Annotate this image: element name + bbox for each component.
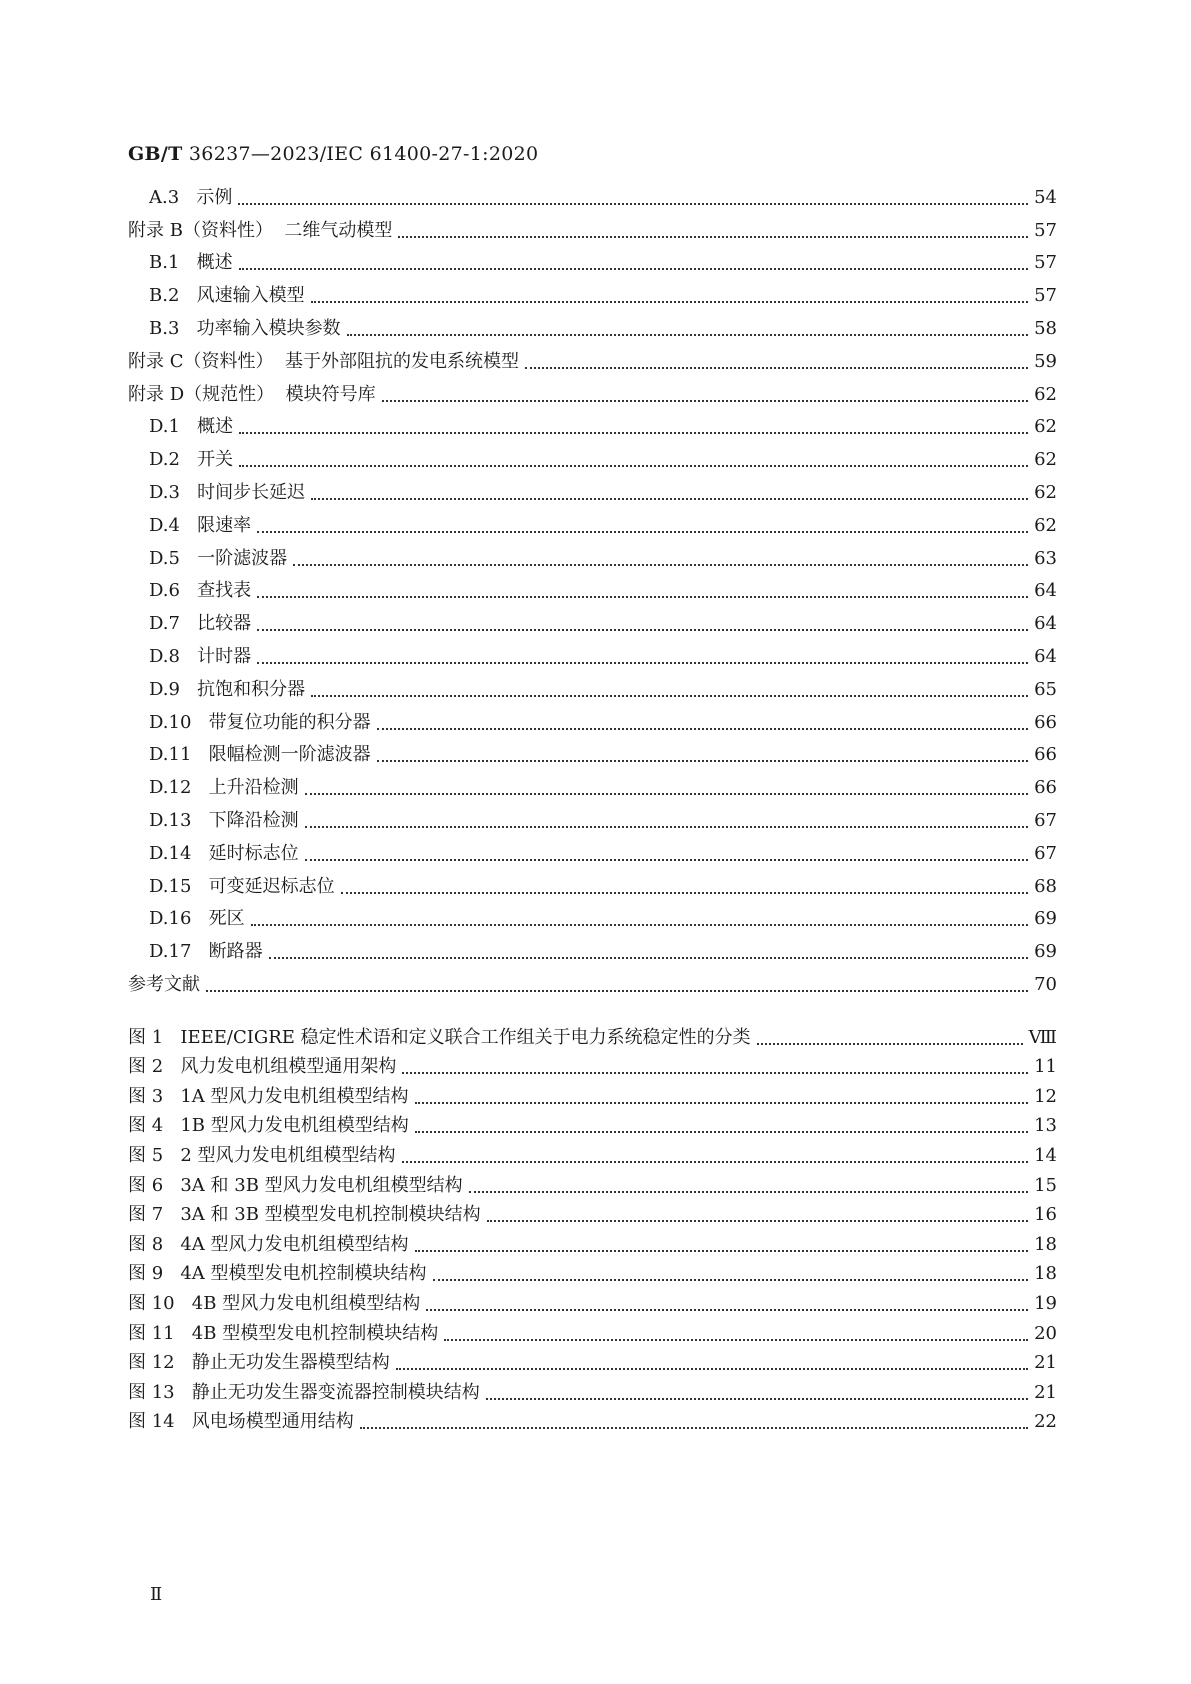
toc-entry-number: D.13 bbox=[149, 809, 192, 831]
toc-entry-number: D.17 bbox=[149, 941, 192, 963]
dot-leader bbox=[305, 793, 1029, 795]
toc-entry[interactable] bbox=[128, 963, 1057, 996]
dot-leader bbox=[206, 990, 1028, 992]
toc-entry-title: 断路器 bbox=[191, 941, 263, 963]
toc-entry-title: 下降沿检测 bbox=[191, 809, 299, 831]
toc-entry-page: 65 bbox=[1034, 678, 1057, 700]
dot-leader bbox=[377, 760, 1029, 762]
dot-leader bbox=[486, 1398, 1028, 1400]
toc-entry[interactable] bbox=[128, 799, 1057, 832]
dot-leader bbox=[402, 1161, 1029, 1163]
dot-leader bbox=[257, 629, 1028, 631]
document-header bbox=[128, 143, 538, 165]
toc-entry-number: D.2 bbox=[149, 449, 180, 471]
toc-entry-number: D.16 bbox=[149, 908, 192, 930]
figure-toc-entry[interactable] bbox=[128, 1078, 1057, 1108]
toc-entry-page: 62 bbox=[1034, 383, 1057, 405]
toc-entry-page: 67 bbox=[1034, 809, 1057, 831]
toc-entry[interactable] bbox=[128, 537, 1057, 570]
figure-toc-entry[interactable] bbox=[128, 1108, 1057, 1138]
toc-entry-page: 67 bbox=[1034, 842, 1057, 864]
dot-leader bbox=[525, 367, 1028, 369]
figure-toc-entry-page: 13 bbox=[1034, 1115, 1057, 1137]
toc-entry-number: D.7 bbox=[149, 613, 180, 635]
figure-toc-entry-number: 图 1 bbox=[128, 1026, 164, 1048]
figure-toc-entry-number: 图 8 bbox=[128, 1233, 164, 1255]
figure-toc-entry-title: IEEE/CIGRE 稳定性术语和定义联合工作组关于电力系统稳定性的分类 bbox=[163, 1026, 751, 1048]
toc-entry-number: B.2 bbox=[149, 285, 180, 307]
toc-entry-title: 一阶滤波器 bbox=[179, 547, 288, 569]
toc-entry[interactable] bbox=[128, 898, 1057, 931]
dot-leader bbox=[311, 695, 1028, 697]
figure-toc-entry-number: 图 5 bbox=[128, 1144, 164, 1166]
figure-toc-entry-page: 11 bbox=[1034, 1056, 1057, 1078]
toc-entry-title: 基于外部阻抗的发电系统模型 bbox=[273, 350, 519, 372]
figure-toc-entry-number: 图 6 bbox=[128, 1174, 164, 1196]
figure-toc-entry[interactable] bbox=[128, 1167, 1057, 1197]
dot-leader bbox=[257, 531, 1028, 533]
figure-toc-entry-number: 图 14 bbox=[128, 1411, 175, 1433]
toc-entry-page: 66 bbox=[1034, 744, 1057, 766]
toc-entry[interactable] bbox=[128, 176, 1057, 209]
toc-entry-page: 66 bbox=[1034, 777, 1057, 799]
toc-entry-number: D.8 bbox=[149, 645, 180, 667]
toc-entry-title: 示例 bbox=[179, 186, 233, 208]
toc-entry[interactable] bbox=[128, 373, 1057, 406]
dot-leader bbox=[444, 1339, 1028, 1341]
standard-code: GB/T bbox=[128, 143, 183, 165]
figure-toc-entry-page: 19 bbox=[1034, 1292, 1057, 1314]
toc-entry[interactable] bbox=[128, 438, 1057, 471]
figure-toc-entry[interactable] bbox=[128, 1019, 1057, 1049]
figure-toc-entry-page: 14 bbox=[1034, 1144, 1057, 1166]
toc-entry[interactable] bbox=[128, 766, 1057, 799]
toc-entry[interactable] bbox=[128, 930, 1057, 963]
toc-entry[interactable] bbox=[128, 471, 1057, 504]
dot-leader bbox=[415, 1102, 1029, 1104]
standard-number: 36237—2023/IEC 61400-27-1:2020 bbox=[188, 143, 539, 165]
toc-entry-title: 模块符号库 bbox=[274, 383, 376, 405]
figure-toc-entry-number: 图 11 bbox=[128, 1322, 175, 1344]
dot-leader bbox=[239, 465, 1028, 467]
toc-entry-page: 64 bbox=[1034, 580, 1057, 602]
toc-entry-number: A.3 bbox=[149, 186, 180, 208]
figure-toc-entry[interactable] bbox=[128, 1137, 1057, 1167]
toc-entry-page: 57 bbox=[1034, 252, 1057, 274]
toc-entry-page: 62 bbox=[1034, 481, 1057, 503]
figure-toc-entry-page: 15 bbox=[1034, 1174, 1057, 1196]
figure-toc-entry-title: 4A 型风力发电机组模型结构 bbox=[163, 1233, 409, 1255]
toc-entry-number: 附录 D（规范性） bbox=[128, 383, 275, 405]
figure-toc-entry[interactable] bbox=[128, 1374, 1057, 1404]
toc-entry-number: 附录 C（资料性） bbox=[128, 350, 274, 372]
toc-entry-title: 上升沿检测 bbox=[191, 777, 299, 799]
figure-toc-entry-page: 18 bbox=[1034, 1233, 1057, 1255]
page-number: Ⅱ bbox=[150, 1584, 163, 1605]
toc-entry-page: 58 bbox=[1034, 317, 1057, 339]
toc-entry-page: 66 bbox=[1034, 711, 1057, 733]
figure-toc-entry[interactable] bbox=[128, 1285, 1057, 1315]
dot-leader bbox=[402, 1072, 1028, 1074]
toc-entry-title: 限速率 bbox=[179, 514, 252, 536]
figure-toc-entry-number: 图 9 bbox=[128, 1263, 164, 1285]
dot-leader bbox=[341, 892, 1029, 894]
toc-entry-page: 62 bbox=[1034, 449, 1057, 471]
toc-entry[interactable] bbox=[128, 242, 1057, 275]
figure-toc-entry-page: 22 bbox=[1034, 1411, 1057, 1433]
figure-toc-entry[interactable] bbox=[128, 1404, 1057, 1434]
dot-leader bbox=[396, 1368, 1028, 1370]
figure-toc-entry[interactable] bbox=[128, 1345, 1057, 1375]
toc-entry[interactable] bbox=[128, 504, 1057, 537]
toc-entry-title: 抗饱和积分器 bbox=[179, 678, 306, 700]
figure-toc-entry[interactable] bbox=[128, 1315, 1057, 1345]
figure-toc-entry-number: 图 10 bbox=[128, 1292, 175, 1314]
toc-entry[interactable] bbox=[128, 635, 1057, 668]
dot-leader bbox=[382, 400, 1028, 402]
toc-entry-page: 64 bbox=[1034, 613, 1057, 635]
dot-leader bbox=[377, 728, 1029, 730]
figure-toc-entry-title: 3A 和 3B 型风力发电机组模型结构 bbox=[163, 1174, 463, 1196]
figure-toc-entry-title: 风力发电机组模型通用架构 bbox=[163, 1056, 397, 1078]
toc-entry-title: 概述 bbox=[179, 252, 233, 274]
toc-entry[interactable] bbox=[128, 734, 1057, 767]
toc-entry-title: 时间步长延迟 bbox=[179, 481, 306, 503]
figure-toc-entry-page: 21 bbox=[1034, 1381, 1057, 1403]
toc-entry-page: 59 bbox=[1034, 350, 1057, 372]
toc-entry-number: D.6 bbox=[149, 580, 180, 602]
dot-leader bbox=[487, 1220, 1028, 1222]
toc-entry-number: B.3 bbox=[149, 317, 180, 339]
dot-leader bbox=[239, 432, 1028, 434]
figure-toc-entry-page: Ⅷ bbox=[1028, 1026, 1057, 1048]
dot-leader bbox=[305, 859, 1029, 861]
dot-leader bbox=[311, 301, 1029, 303]
toc-entry[interactable] bbox=[128, 340, 1057, 373]
figure-toc-entry-page: 20 bbox=[1034, 1322, 1057, 1344]
dot-leader bbox=[360, 1427, 1028, 1429]
toc-entry[interactable] bbox=[128, 865, 1057, 898]
figure-toc-entry-title: 3A 和 3B 型模型发电机控制模块结构 bbox=[163, 1204, 481, 1226]
toc-entry-title: 死区 bbox=[191, 908, 245, 930]
toc-entry-title: 二维气动模型 bbox=[272, 219, 393, 241]
toc-entry-page: 69 bbox=[1034, 941, 1057, 963]
toc-entry-page: 69 bbox=[1034, 908, 1057, 930]
figure-toc-entry[interactable] bbox=[128, 1197, 1057, 1227]
toc-entry-number: D.5 bbox=[149, 547, 180, 569]
figure-toc-entry-page: 16 bbox=[1034, 1204, 1057, 1226]
toc-entry[interactable] bbox=[128, 209, 1057, 242]
toc-entry[interactable] bbox=[128, 668, 1057, 701]
dot-leader bbox=[305, 826, 1029, 828]
toc-entry-number: D.11 bbox=[149, 744, 192, 766]
dot-leader bbox=[257, 662, 1028, 664]
toc-entry-number: D.1 bbox=[149, 416, 180, 438]
toc-entry-title: 比较器 bbox=[179, 613, 252, 635]
dot-leader bbox=[347, 334, 1029, 336]
toc-entry-number: B.1 bbox=[149, 252, 180, 274]
toc-entry-title: 计时器 bbox=[179, 645, 252, 667]
toc-entry-page: 57 bbox=[1034, 285, 1057, 307]
figure-toc-entry-number: 图 4 bbox=[128, 1115, 164, 1137]
figure-toc-entry-page: 21 bbox=[1034, 1352, 1057, 1374]
figure-toc-entry-number: 图 13 bbox=[128, 1381, 175, 1403]
toc-entry-number: D.3 bbox=[149, 481, 180, 503]
figure-toc-entry-number: 图 12 bbox=[128, 1352, 175, 1374]
dot-leader bbox=[415, 1250, 1029, 1252]
toc-entry-number: D.9 bbox=[149, 678, 180, 700]
figure-toc-entry-title: 4B 型模型发电机控制模块结构 bbox=[174, 1322, 439, 1344]
figure-toc-entry-number: 图 2 bbox=[128, 1056, 164, 1078]
figure-toc-entry-title: 静止无功发生器模型结构 bbox=[174, 1352, 390, 1374]
figure-toc-entry-title: 4B 型风力发电机组模型结构 bbox=[174, 1292, 421, 1314]
toc-entry-number: 参考文献 bbox=[128, 973, 200, 995]
toc-entry-title: 概述 bbox=[179, 416, 234, 438]
toc-entry[interactable] bbox=[128, 570, 1057, 603]
figure-toc-entry-title: 风电场模型通用结构 bbox=[174, 1411, 354, 1433]
figure-toc-entry-title: 2 型风力发电机组模型结构 bbox=[163, 1144, 396, 1166]
dot-leader bbox=[415, 1131, 1028, 1133]
toc-entry-number: D.12 bbox=[149, 777, 192, 799]
toc-entry-title: 带复位功能的积分器 bbox=[191, 711, 371, 733]
toc-entry-number: D.4 bbox=[149, 514, 180, 536]
toc-entry[interactable] bbox=[128, 406, 1057, 439]
dot-leader bbox=[257, 596, 1028, 598]
dot-leader bbox=[757, 1043, 1023, 1045]
toc-entry-page: 57 bbox=[1034, 219, 1057, 241]
figure-toc-entry-number: 图 7 bbox=[128, 1204, 164, 1226]
toc-entry-page: 64 bbox=[1034, 645, 1057, 667]
toc-entry-number: D.14 bbox=[149, 842, 192, 864]
dot-leader bbox=[469, 1191, 1028, 1193]
toc-entry-page: 62 bbox=[1034, 416, 1057, 438]
toc-entry-title: 风速输入模型 bbox=[179, 285, 305, 307]
toc-entry-page: 63 bbox=[1034, 547, 1057, 569]
toc-entry-page: 54 bbox=[1034, 186, 1057, 208]
dot-leader bbox=[293, 564, 1028, 566]
dot-leader bbox=[251, 924, 1029, 926]
dot-leader bbox=[239, 268, 1029, 270]
figure-toc-entry[interactable] bbox=[128, 1256, 1057, 1286]
toc-entry-title: 限幅检测一阶滤波器 bbox=[191, 744, 371, 766]
figure-toc-entry-page: 12 bbox=[1034, 1085, 1057, 1107]
figure-toc-entry-number: 图 3 bbox=[128, 1085, 164, 1107]
toc-entry-page: 68 bbox=[1034, 875, 1057, 897]
dot-leader bbox=[433, 1279, 1029, 1281]
toc-entry[interactable] bbox=[128, 832, 1057, 865]
toc-entry-page: 70 bbox=[1034, 973, 1057, 995]
figure-toc-entry[interactable] bbox=[128, 1226, 1057, 1256]
figure-toc-entry-title: 1A 型风力发电机组模型结构 bbox=[163, 1085, 409, 1107]
figure-toc-entry[interactable] bbox=[128, 1049, 1057, 1079]
toc-entry-title: 延时标志位 bbox=[191, 842, 299, 864]
toc-entry-page: 62 bbox=[1034, 514, 1057, 536]
toc-entry[interactable] bbox=[128, 602, 1057, 635]
toc-entry-number: 附录 B（资料性） bbox=[128, 219, 273, 241]
toc-entry[interactable] bbox=[128, 307, 1057, 340]
toc-entry-number: D.10 bbox=[149, 711, 192, 733]
figure-toc-entry-title: 静止无功发生器变流器控制模块结构 bbox=[174, 1381, 480, 1403]
toc-entry-title: 可变延迟标志位 bbox=[191, 875, 335, 897]
dot-leader bbox=[269, 957, 1029, 959]
figure-toc-entry-title: 4A 型模型发电机控制模块结构 bbox=[163, 1263, 427, 1285]
toc-entry-title: 开关 bbox=[179, 449, 234, 471]
toc-entry[interactable] bbox=[128, 701, 1057, 734]
toc-entry-title: 查找表 bbox=[179, 580, 252, 602]
toc-entry-number: D.15 bbox=[149, 875, 192, 897]
figure-toc-entry-title: 1B 型风力发电机组模型结构 bbox=[163, 1115, 409, 1137]
toc-entry-title: 功率输入模块参数 bbox=[179, 317, 341, 339]
figure-toc-entry-page: 18 bbox=[1034, 1263, 1057, 1285]
dot-leader bbox=[398, 236, 1028, 238]
toc-entry[interactable] bbox=[128, 274, 1057, 307]
dot-leader bbox=[238, 203, 1028, 205]
dot-leader bbox=[426, 1309, 1028, 1311]
dot-leader bbox=[311, 498, 1028, 500]
